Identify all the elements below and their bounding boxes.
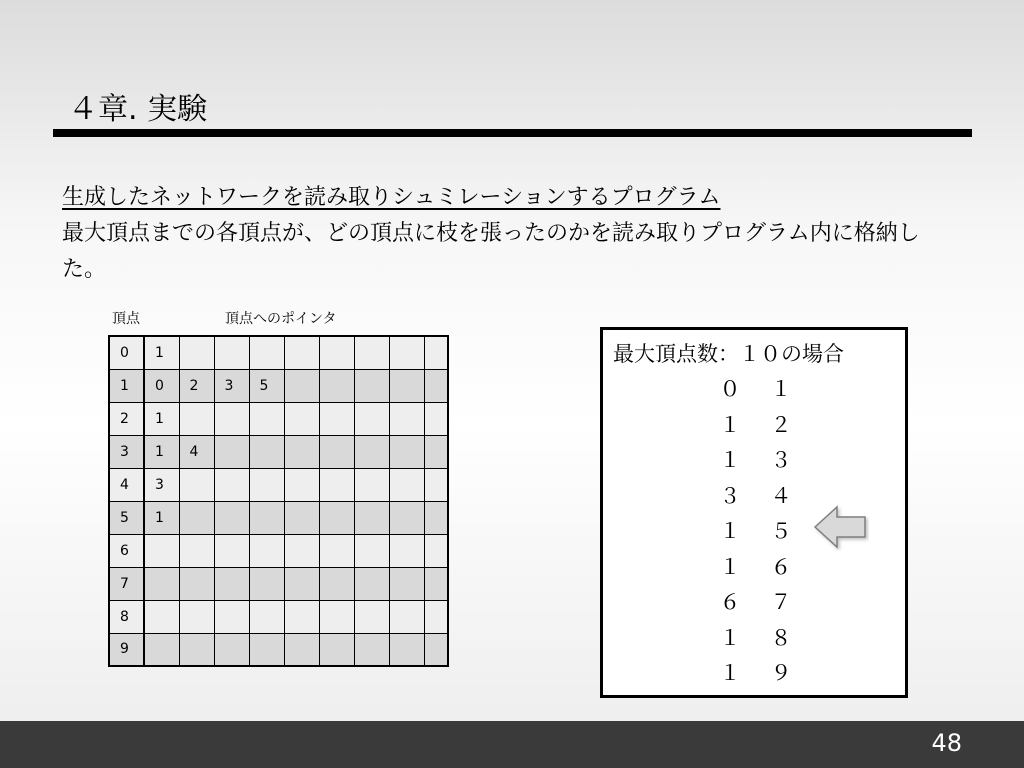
pointer-cell — [424, 435, 448, 468]
vertex-cell: 2 — [109, 402, 144, 435]
pointer-cell — [179, 567, 214, 600]
pointer-cell — [214, 600, 249, 633]
pointer-cell — [354, 534, 389, 567]
pointer-cell — [249, 600, 284, 633]
slide-description: 最大頂点までの各頂点が、どの頂点に枝を張ったのかを読み取りプログラム内に格納した。 — [62, 221, 920, 282]
edge-from: １ — [719, 554, 741, 579]
vertex-column-label: 頂点 — [112, 311, 140, 327]
edge-pair — [603, 372, 905, 408]
pointer-cell — [179, 600, 214, 633]
pointer-cell: 3 — [144, 468, 179, 501]
pointer-cell — [179, 534, 214, 567]
edge-to: ３ — [770, 448, 792, 472]
pointer-cell — [179, 633, 214, 666]
pointer-cell — [389, 501, 424, 534]
pointer-cell — [284, 567, 319, 600]
pointer-cell — [354, 435, 389, 468]
pointer-cell — [319, 369, 354, 402]
edge-to: １ — [770, 377, 792, 401]
edge-pair — [603, 443, 905, 479]
pointer-cell — [319, 600, 354, 633]
title-divider — [53, 129, 972, 137]
edge-to: ９ — [770, 661, 792, 685]
pointer-cell: 5 — [249, 369, 284, 402]
edge-from: １ — [719, 661, 741, 685]
pointer-cell — [319, 501, 354, 534]
pointer-cell — [354, 633, 389, 666]
vertex-cell: 1 — [109, 369, 144, 402]
pointer-cell — [249, 468, 284, 501]
pointer-cell — [319, 402, 354, 435]
pointer-cell — [354, 369, 389, 402]
edge-pair — [603, 550, 905, 586]
vertex-cell: 0 — [109, 336, 144, 369]
pointer-cell — [144, 534, 179, 567]
pointer-cell — [389, 468, 424, 501]
pointer-cell — [249, 633, 284, 666]
pointer-cell — [284, 402, 319, 435]
edge-pair — [603, 656, 905, 692]
pointer-cell — [179, 402, 214, 435]
pointer-cell — [249, 534, 284, 567]
pointer-cell — [284, 336, 319, 369]
pointer-cell — [214, 567, 249, 600]
pointer-cell — [354, 501, 389, 534]
pointer-cell — [284, 600, 319, 633]
pointer-cell — [354, 468, 389, 501]
pointer-cell — [144, 633, 179, 666]
table-row — [109, 336, 448, 369]
pointer-cell — [284, 501, 319, 534]
table-row — [109, 501, 448, 534]
pointer-cell — [214, 534, 249, 567]
vertex-cell: 9 — [109, 633, 144, 666]
pointer-cell — [319, 336, 354, 369]
pointer-cell — [284, 468, 319, 501]
pointer-cell — [284, 435, 319, 468]
vertex-cell: 4 — [109, 468, 144, 501]
edge-from: １ — [719, 625, 741, 650]
pointer-cell — [144, 567, 179, 600]
edge-from: ６ — [719, 590, 741, 614]
table-row — [109, 600, 448, 633]
pointer-cell — [144, 600, 179, 633]
vertex-cell: 8 — [109, 600, 144, 633]
result-title: 最大頂点数：１０の場合 — [613, 342, 844, 366]
table-row — [109, 633, 448, 666]
pointer-cell: 4 — [179, 435, 214, 468]
pointer-cell — [389, 336, 424, 369]
table-row — [109, 567, 448, 600]
pointer-cell — [214, 633, 249, 666]
pointer-cell — [424, 600, 448, 633]
pointer-cell — [354, 402, 389, 435]
pointer-cell — [424, 501, 448, 534]
pointer-cell — [319, 468, 354, 501]
vertex-cell: 3 — [109, 435, 144, 468]
pointer-cell: 1 — [144, 435, 179, 468]
edge-from: １ — [719, 519, 741, 543]
edge-pair — [603, 408, 905, 444]
pointer-cell: 1 — [144, 402, 179, 435]
pointer-cell: 3 — [214, 369, 249, 402]
pointer-cell — [319, 633, 354, 666]
pointer-cell — [424, 567, 448, 600]
edge-from: ３ — [719, 483, 741, 508]
slide-subtitle: 生成したネットワークを読み取りシュミレーションするプログラム — [62, 185, 721, 210]
pointer-cell — [319, 567, 354, 600]
edge-pair — [603, 621, 905, 657]
pointer-cell — [389, 600, 424, 633]
pointer-cell — [389, 402, 424, 435]
pointer-cell — [354, 336, 389, 369]
edge-pair — [603, 585, 905, 621]
adjacency-table — [108, 335, 449, 667]
pointer-cell — [214, 501, 249, 534]
table-row — [109, 369, 448, 402]
edge-to: ２ — [770, 412, 792, 437]
pointer-cell — [424, 369, 448, 402]
vertex-cell: 7 — [109, 567, 144, 600]
pointer-cell: 0 — [144, 369, 179, 402]
vertex-cell: 5 — [109, 501, 144, 534]
pointer-cell — [284, 633, 319, 666]
edge-from: １ — [719, 448, 741, 472]
pointer-cell — [424, 336, 448, 369]
pointer-cell — [249, 435, 284, 468]
page-number: 48 — [931, 729, 962, 757]
edge-to: ５ — [770, 519, 792, 543]
table-row — [109, 435, 448, 468]
pointer-cell — [284, 369, 319, 402]
pointer-cell — [179, 468, 214, 501]
pointer-cell: 2 — [179, 369, 214, 402]
table-row — [109, 534, 448, 567]
edge-from: ０ — [719, 377, 741, 401]
slide-body — [62, 180, 942, 288]
pointer-cell — [319, 534, 354, 567]
pointer-cell — [424, 468, 448, 501]
pointer-cell — [389, 369, 424, 402]
pointer-cell — [389, 567, 424, 600]
edge-to: ６ — [770, 554, 792, 579]
pointer-cell — [389, 633, 424, 666]
pointer-cell — [389, 435, 424, 468]
edge-to: ７ — [770, 590, 792, 614]
pointer-cell: 1 — [144, 501, 179, 534]
pointer-cell — [179, 501, 214, 534]
pointer-cell — [214, 468, 249, 501]
pointer-cell — [354, 600, 389, 633]
edge-to: ８ — [770, 625, 792, 650]
pointer-cell — [214, 435, 249, 468]
table-row — [109, 468, 448, 501]
table-row — [109, 402, 448, 435]
pointer-cell — [424, 534, 448, 567]
pointer-cell — [249, 501, 284, 534]
pointer-cell: 1 — [144, 336, 179, 369]
pointer-column-label: 頂点へのポインタ — [225, 311, 337, 327]
pointer-cell — [249, 567, 284, 600]
pointer-cell — [214, 402, 249, 435]
pointer-cell — [424, 633, 448, 666]
pointer-cell — [424, 402, 448, 435]
pointer-cell — [354, 567, 389, 600]
slide-title: ４章. 実験 — [68, 92, 208, 127]
pointer-cell — [249, 402, 284, 435]
vertex-cell: 6 — [109, 534, 144, 567]
edge-from: １ — [719, 412, 741, 437]
edge-to: ４ — [770, 483, 792, 508]
pointer-cell — [179, 336, 214, 369]
pointer-cell — [214, 336, 249, 369]
pointer-cell — [319, 435, 354, 468]
left-arrow-icon — [813, 503, 869, 551]
pointer-cell — [249, 336, 284, 369]
footer-bar — [0, 721, 1024, 768]
pointer-cell — [389, 534, 424, 567]
pointer-cell — [284, 534, 319, 567]
